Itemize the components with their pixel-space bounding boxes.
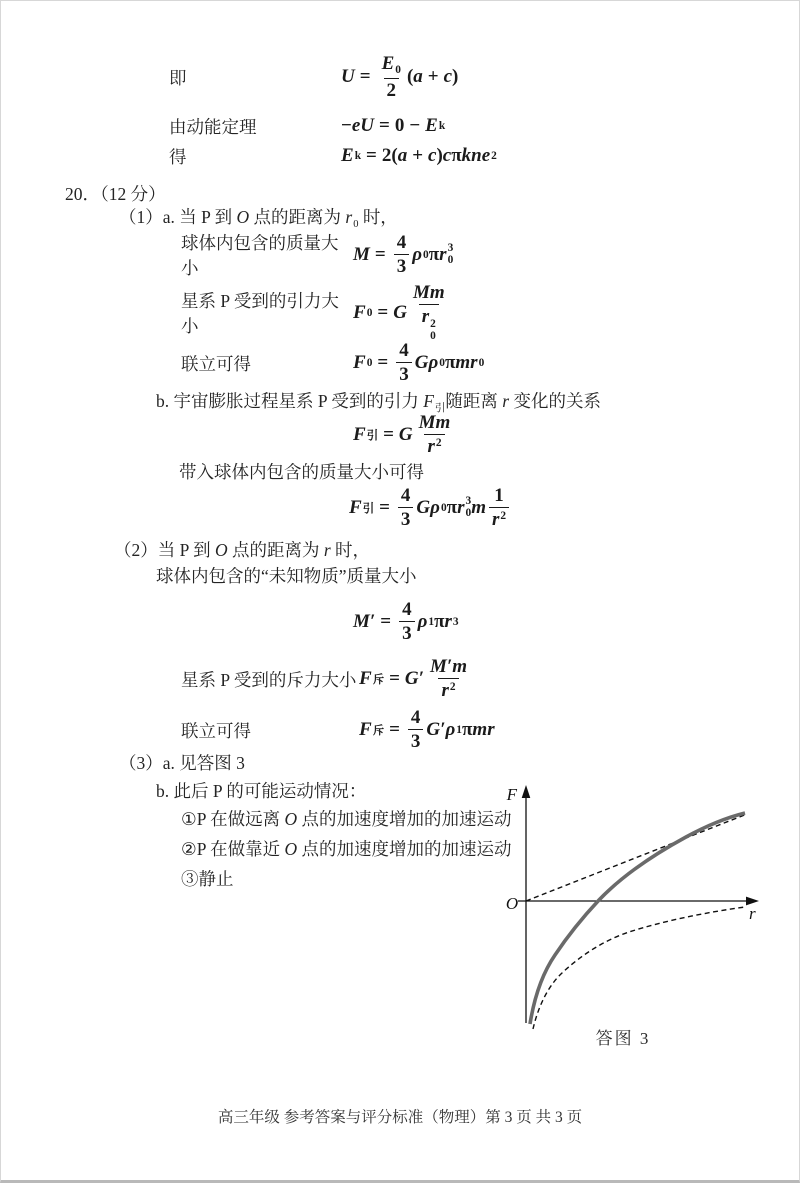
derivation-row [169, 114, 445, 138]
step-label: 联立可得 [181, 720, 251, 741]
part1a-heading: （1）a. 当 P 到 O 点的距离为 $r_0$ 时， [119, 207, 398, 230]
step-label: 星系 P 受到的引力大小 [181, 291, 339, 336]
equation: E k = 2( a + c ) c π kne 2 [341, 145, 497, 166]
equation: F 斥 = G′ $\frac{M'm}{r^2}$ [359, 656, 468, 701]
equation: F 0 = G Mm r 2 0 [353, 281, 445, 343]
part2-heading: （2）当 P 到 O 点的距离为 r 时， [114, 540, 371, 560]
step-label: 球体内包含的质量大小 [181, 233, 339, 278]
equation: − eU = 0 − E k [341, 115, 446, 136]
part3-item-1: ①P 在做远离 O 点的加速度增加的加速运动 [181, 809, 512, 829]
equation: M = $\frac{4}{3}$ ρ 0 π r 3 0 [353, 232, 454, 277]
equation: F 0 = $\frac{4}{3}$ G ρ 0 π mr 0 [353, 340, 485, 385]
answer-figure-3 [481, 783, 781, 1045]
equation: M′ = $\frac{4}{3}$ ρ 1 π r 3 [353, 599, 459, 644]
derivation-row [353, 413, 456, 457]
derivation-row [169, 142, 497, 170]
derivation-row [169, 54, 458, 100]
derivation-row [353, 598, 459, 646]
derivation-row [349, 483, 512, 533]
page-footer: 高三年级 参考答案与评分标准（物理）第 3 页 共 3 页 [217, 1109, 583, 1126]
x-axis-label: r [749, 904, 756, 923]
force-vs-distance-plot [481, 783, 781, 1045]
equation: F 引 = G $\frac{Mm}{r^2}$ [353, 412, 451, 457]
dashed-linear-repulsion-curve [526, 814, 747, 901]
step-label: 即 [169, 67, 187, 88]
derivation-row [181, 707, 495, 753]
step-label: 得 [169, 146, 187, 167]
y-axis-label: F [506, 785, 517, 804]
equation: F 引 = $\frac{4}{3}$ G ρ 0 π r 3 0 m $\frac{1}{r^2}$ [349, 486, 512, 530]
part2-line: 球体内包含的“未知物质”质量大小 [156, 566, 417, 586]
origin-label: O [505, 894, 519, 913]
derivation-row [181, 653, 473, 705]
step-label: 由动能定理 [169, 116, 257, 137]
derivation-row [181, 281, 451, 343]
part1b-heading: b. 宇宙膨胀过程星系 P 受到的引力 $F_引$随距离 r 变化的关系 [156, 391, 601, 414]
part3-item-3: ③静止 [181, 869, 234, 889]
equation: F 斥 = $\frac{4}{3}$ G′ ρ 1 π mr [359, 707, 495, 752]
part3-item-2: ②P 在做靠近 O 点的加速度增加的加速运动 [181, 839, 512, 859]
part3a-line: （3）a. 见答图 3 [119, 753, 245, 773]
solid-net-force-curve [530, 813, 745, 1024]
step-label: 联立可得 [181, 353, 251, 374]
dashed-gravity-curve [533, 907, 745, 1029]
figure-caption: 答图 3 [595, 1029, 651, 1048]
step-label: 星系 P 受到的斥力大小 [181, 669, 357, 690]
part3b-line: b. 此后 P 的可能运动情况： [156, 781, 367, 801]
question-number: 20．（12 分） [65, 184, 166, 204]
substitution-line: 带入球体内包含的质量大小可得 [179, 462, 424, 482]
y-axis-arrow-icon [522, 785, 531, 798]
derivation-row [181, 231, 453, 279]
equation: U = $\frac{E_0}{2}$ ( a + c ) [341, 52, 459, 101]
derivation-row [181, 341, 484, 385]
